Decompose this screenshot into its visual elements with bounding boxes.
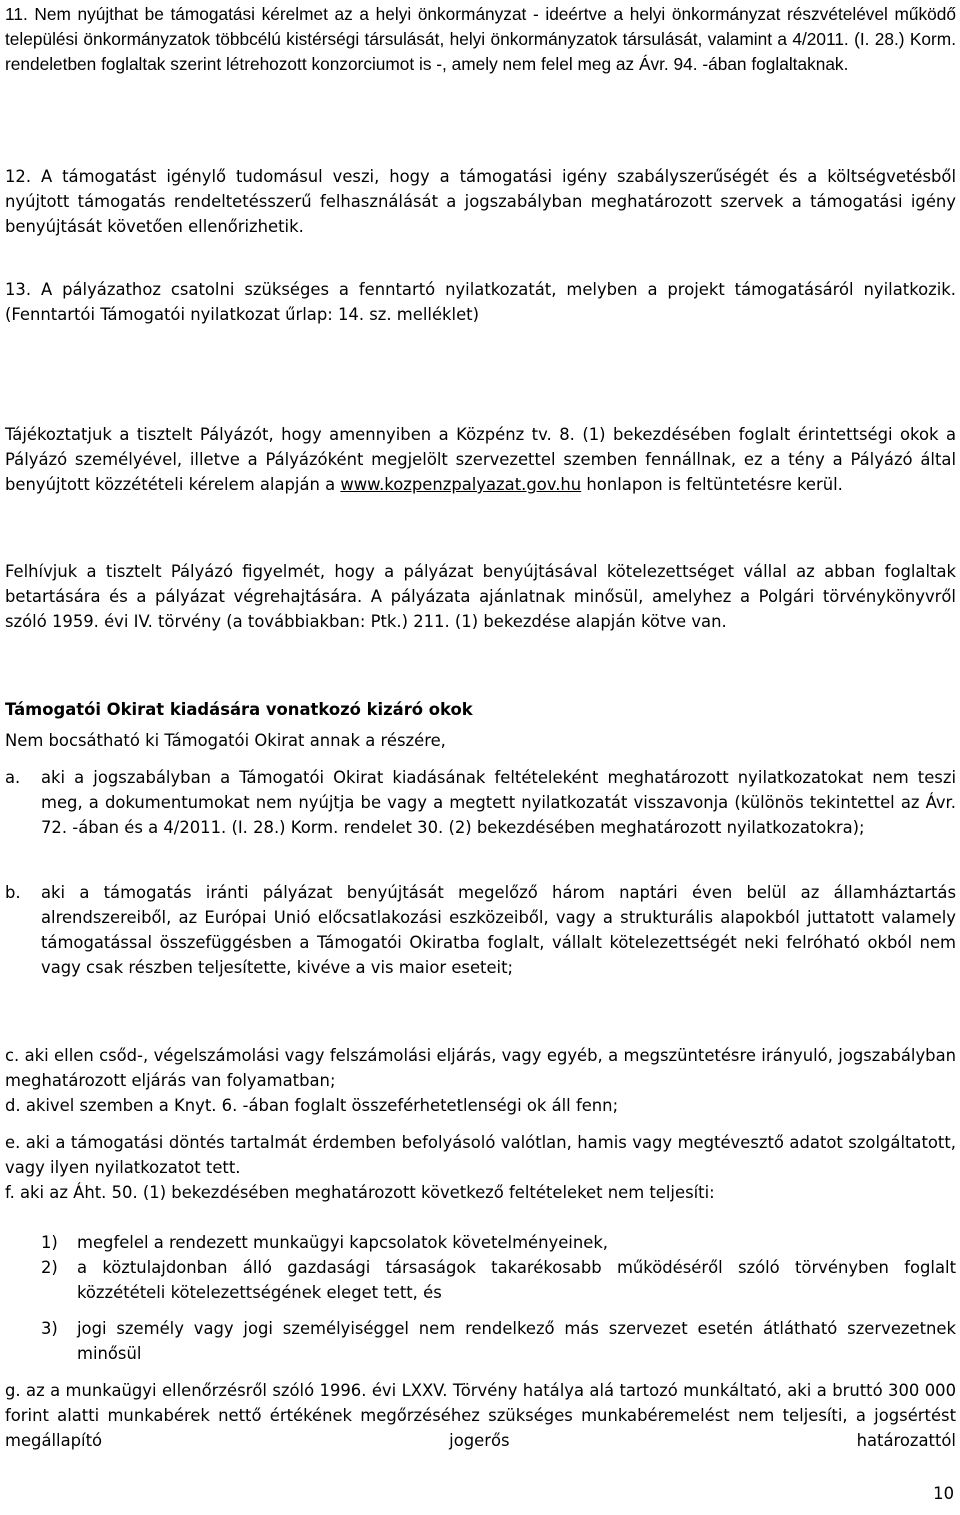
paragraph-felhivjuk: Felhívjuk a tisztelt Pályázó figyelmét, hogy a pályázat benyújtásával kötelezettséget vállal az abban foglaltak betartására és a pályázat végrehajtására. A pályázata ajánlatnak minősül, amelyhez a Polgári törvénykönyvről szóló 1959. évi IV. törvény (a továbbiakban: Ptk.) 211. (1) bekezdése alapján kötve van. [5, 562, 956, 631]
item-1-label: 1) [41, 1233, 58, 1252]
paragraph-kozpenz [5, 422, 956, 497]
item-3-text: jogi személy vagy jogi személyiséggel nem rendelkező más szervezet esetén átlátható szervezetnek minősül [77, 1319, 956, 1363]
paragraph-13: 13. A pályázathoz csatolni szükséges a fenntartó nyilatkozatát, melyben a projekt támogatásáról nyilatkozik. (Fenntartói Támogatói nyilatkozat űrlap: 14. sz. melléklet) [5, 280, 956, 324]
item-1-text: megfelel a rendezett munkaügyi kapcsolatok követelményeinek, [77, 1233, 609, 1252]
item-g: g. az a munkaügyi ellenőrzésről szóló 1996. évi LXXV. Törvény hatálya alá tartozó munkáltató, aki a bruttó 300 000 forint alatti munkabérek nettő értékének megőrzéséhez szükséges munkabéremelést nem teljesíti, a jogsértést megállapító jogerős határozattól [5, 1381, 956, 1450]
kozpenz-text: Tájékoztatjuk a tisztelt Pályázót, hogy amennyiben a Közpénz tv. 8. (1) bekezdésében foglalt érintettségi okok a Pályázó személyével, illetve a Pályázóként megjelölt szervezettel szemben fennállnak, ez a tény a Pályázó által benyújtott közzétételi kérelem alapján a [5, 425, 956, 494]
section-heading: Támogatói Okirat kiadására vonatkozó kizáró okok [5, 700, 473, 719]
page-number: 10 [933, 1484, 954, 1503]
item-c: c. aki ellen csőd-, végelszámolási vagy felszámolási eljárás, vagy egyéb, a megszüntetésre irányuló, jogszabályban meghatározott eljárás van folyamatban; [5, 1046, 956, 1090]
section-intro: Nem bocsátható ki Támogatói Okirat annak a részére, [5, 731, 446, 750]
item-2-label: 2) [41, 1258, 58, 1277]
item-a-text: aki a jogszabályban a Támogatói Okirat kiadásának feltételeként meghatározott nyilatkozatokat nem teszi meg, a dokumentumokat nem nyújtja be vagy a megtett nyilatkozatát visszavonja (különös tekintettel az Ávr. 72. -ában és a 4/2011. (I. 28.) Korm. rendelet 30. (2) bekezdésében meghatározott nyilatkozatokra); [41, 768, 956, 837]
paragraph-12: 12. A támogatást igénylő tudomásul veszi, hogy a támogatási igény szabályszerűségét és a költségvetésből nyújtott támogatás rendeltetésszerű felhasználását a jogszabályban meghatározott szervek a támogatási igény benyújtását követően ellenőrizhetik. [5, 167, 956, 236]
item-3-label: 3) [41, 1319, 58, 1338]
item-a-label: a. [5, 768, 21, 787]
item-e: e. aki a támogatási döntés tartalmát érdemben befolyásoló valótlan, hamis vagy megtévesztő adatot szolgáltatott, vagy ilyen nyilatkozatot tett. [5, 1133, 956, 1177]
kozpenz-text-end: honlapon is feltüntetésre kerül. [581, 475, 843, 494]
item-f: f. aki az Áht. 50. (1) bekezdésében meghatározott következő feltételeket nem teljesíti: [5, 1183, 715, 1202]
item-b-text: aki a támogatás iránti pályázat benyújtását megelőző három naptári éven belül az államháztartás alrendszereiből, az Európai Unió előcsatlakozási eszközeiből, vagy a strukturális alapokból juttatott valamely támogatással összefüggésben a Támogatói Okiratba foglalt, vállalt kötelezettségét neki felróható okból nem vagy csak részben teljesítette, kivéve a vis maior eseteit; [41, 883, 956, 977]
item-2-text: a köztulajdonban álló gazdasági társaságok takarékosabb működéséről szóló törvényben foglalt közzétételi kötelezettségének eleget tett, és [77, 1258, 956, 1302]
paragraph-11: 11. Nem nyújthat be támogatási kérelmet az a helyi önkormányzat - ideértve a helyi önkormányzat részvételével működő települési önkormányzatok többcélú kistérségi társulását, helyi önkormányzatok társulását, valamint a 4/2011. (I. 28.) Korm. rendeletben foglaltak szerint létrehozott konzorciumot is -, amely nem felel meg az Ávr. 94. -ában foglaltaknak. [5, 4, 956, 74]
item-d: d. akivel szemben a Knyt. 6. -ában foglalt összeférhetetlenségi ok áll fenn; [5, 1096, 619, 1115]
kozpenz-link[interactable]: www.kozpenzpalyazat.gov.hu [340, 475, 582, 494]
item-b-label: b. [5, 883, 21, 902]
